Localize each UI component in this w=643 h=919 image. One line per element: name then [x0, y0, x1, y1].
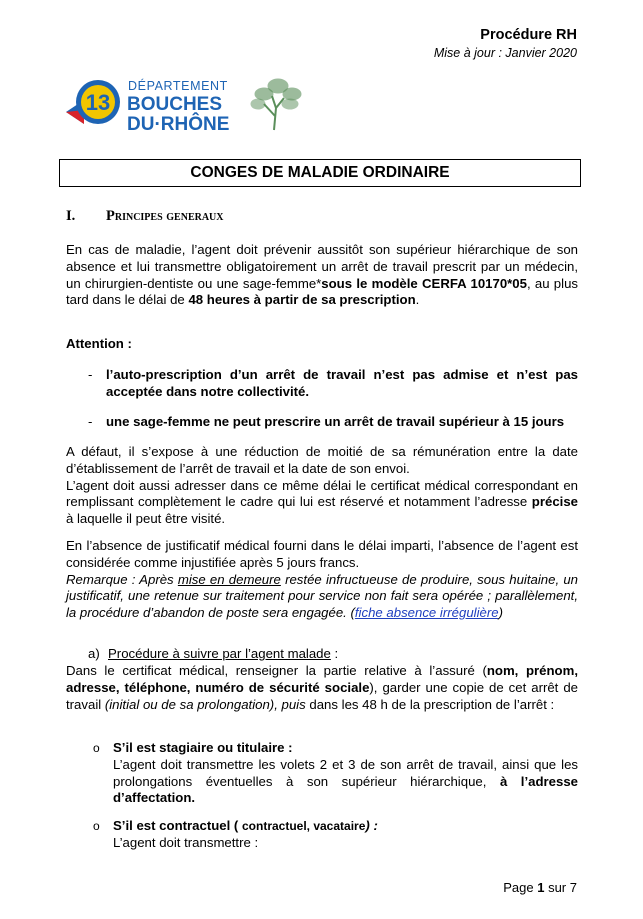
absence-paragraph: En l’absence de justificatif médical fourni dans le délai imparti, l’absence de l’agent est considérée comme injustifiée après 5 jours francs. Remarque : Après mise en demeure restée infructueuse de produire, sous huitaine, un justificatif, une retenue sur traitement pour service non fait sera opérée ; parallèlement, la procédure d’abandon de poste sera engagée. (fiche absence irrégulière) [66, 538, 578, 621]
document-title: CONGES DE MALADIE ORDINAIRE [59, 159, 581, 187]
logo-line1: DÉPARTEMENT [128, 79, 228, 93]
intro-paragraph: En cas de maladie, l’agent doit prévenir aussitôt son supérieur hiérarchique de son absence et lui transmettre obligatoirement un arrêt de travail prescrit par un médecin, un chirurgien-dentiste ou une sage-femme*sous le modèle CERFA 10170*05, au plus tard dans le délai de 48 heures à partir de sa prescription. [66, 242, 578, 308]
fiche-absence-link[interactable]: fiche absence irrégulière [354, 605, 499, 621]
subsection-heading: a) Procédure à suivre par l’agent malade : [88, 646, 339, 661]
update-date: Mise à jour : Janvier 2020 [433, 46, 577, 60]
case-titulaire: o S’il est stagiaire ou titulaire : L’agent doit transmettre les volets 2 et 3 de son arrêt de travail, ainsi que les prolongations éventuelles à son supérieur hiérarchique, à l’adresse d’affectation. [93, 740, 578, 806]
consequence-paragraph: A défaut, il s’expose à une réduction de moitié de sa rémunération entre la date d’établissement de l’arrêt de travail et la date de son envoi. L’agent doit aussi adresser dans ce même délai le certificat médical correspondant en remplissant complètement le cadre qui lui est réservé et notamment l’adresse précise à laquelle il peut être visité. [66, 444, 578, 527]
logo-badge-number: 13 [85, 90, 111, 115]
logo-line2: BOUCHES [127, 94, 223, 115]
department-logo [64, 72, 309, 134]
procedure-paragraph: Dans le certificat médical, renseigner la partie relative à l’assuré (nom, prénom, adresse, téléphone, numéro de sécurité sociale), garder une copie de cet arrêt de travail (initial ou de sa prolongation), puis dans les 48 h de la prescription de l’arrêt : [66, 663, 579, 712]
page-number: Page 1 sur 7 [503, 880, 577, 895]
section-number: I. [66, 208, 76, 224]
olive-tree-icon [251, 79, 301, 130]
case-contractuel: o S’il est contractuel ( contractuel, vacataire) : L’agent doit transmettre : [93, 818, 378, 850]
attention-label: Attention : [66, 336, 132, 351]
logo-line3: DU·RHÔNE [127, 114, 230, 134]
logo-badge-icon [66, 80, 120, 124]
section-title: Principes generaux [106, 208, 224, 224]
document-type: Procédure RH [480, 27, 577, 43]
section-heading [66, 208, 224, 225]
list-item: - l’auto-prescription d’un arrêt de travail n’est pas admise et n’est pas acceptée dans notre collectivité. [88, 367, 578, 399]
list-item: - une sage-femme ne peut prescrire un arrêt de travail supérieur à 15 jours [88, 414, 565, 429]
